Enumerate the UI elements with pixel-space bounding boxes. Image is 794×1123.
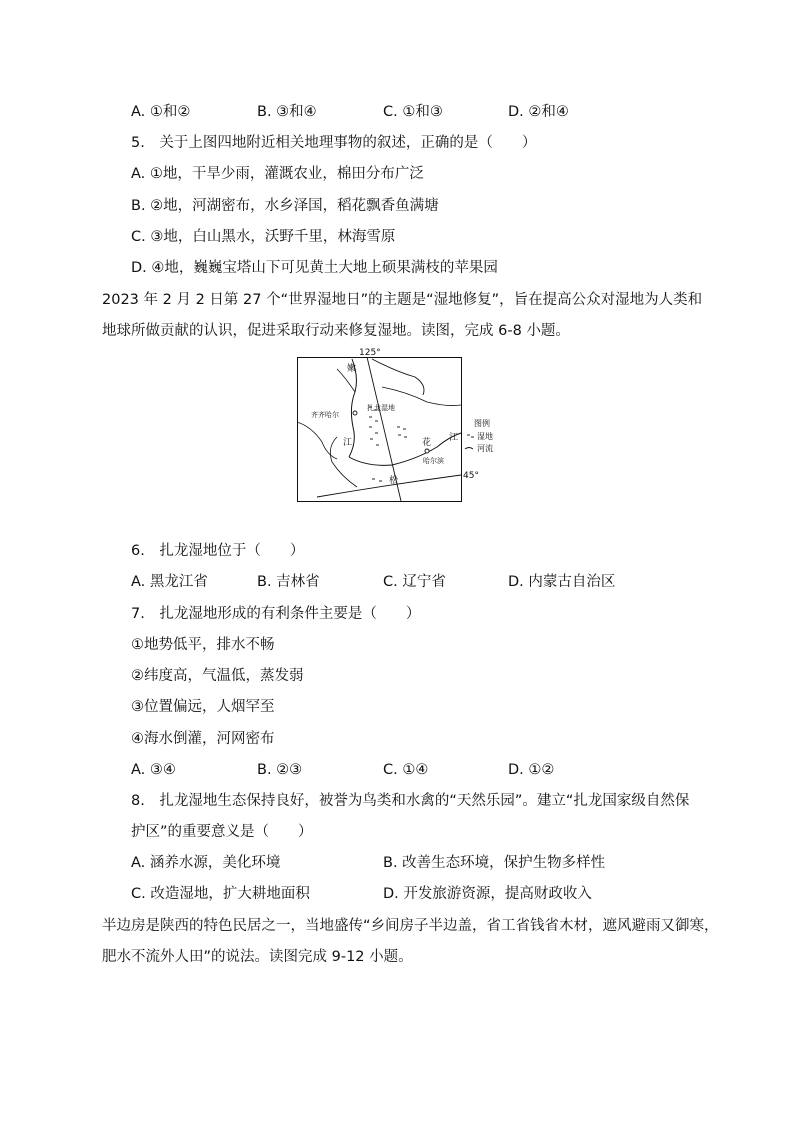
q6-option-b: B. 吉林省: [257, 574, 320, 590]
q5-option-b: B. ②地，河湖密布，水乡泽国，稻花飘香鱼满塘: [131, 198, 439, 214]
wetland-label: 扎龙湿地: [367, 404, 395, 412]
q4-option-a: A. ①和②: [131, 104, 191, 120]
q8-stem-line2: 护区”的重要意义是（ ）: [131, 824, 313, 840]
qiqihar-marker: [353, 411, 357, 415]
legend-wetland: 湿地: [477, 432, 493, 441]
q7-stem: 7. 扎龙湿地形成的有利条件主要是（ ）: [131, 606, 421, 622]
q7-item-4: ④海水倒灌，河网密布: [131, 731, 275, 747]
q8-option-d: D. 开发旅游资源，提高财政收入: [383, 886, 592, 902]
hua-label: 花: [422, 438, 432, 448]
q4-option-d: D. ②和④: [508, 104, 569, 120]
qiqihar-label: 齐齐哈尔: [311, 411, 339, 419]
jiang-label-1: 江: [343, 438, 353, 448]
zhalong-map: [297, 347, 497, 503]
intro1-line2: 地球所做贡献的认识，促进采取行动来修复湿地。读图，完成 6-8 小题。: [102, 323, 570, 339]
q5-option-a: A. ①地，干旱少雨，灌溉农业，棉田分布广泛: [131, 166, 424, 182]
legend-title: 图例: [474, 419, 490, 428]
lat-label: 45°: [463, 471, 479, 481]
map-svg: [297, 347, 497, 503]
q5-stem: 5. 关于上图四地附近相关地理事物的叙述，正确的是（ ）: [131, 135, 537, 151]
q8-option-c: C. 改造湿地，扩大耕地面积: [131, 886, 310, 902]
q6-option-d: D. 内蒙古自治区: [508, 574, 616, 590]
q5-option-d: D. ④地，巍巍宝塔山下可见黄土大地上硕果满枝的苹果园: [131, 260, 498, 276]
q7-option-a: A. ③④: [131, 762, 176, 778]
q7-option-c: C. ①④: [383, 762, 429, 778]
harbin-marker: [425, 449, 429, 453]
q4-option-c: C. ①和③: [383, 104, 443, 120]
legend-river-symbol: [465, 448, 473, 450]
intro2-line1: 半边房是陕西的特色民居之一，当地盛传“乡间房子半边盖，省工省钱省木材，遮风避雨又御寒，: [102, 918, 719, 934]
jiang-label-2: 江: [449, 433, 459, 443]
q7-item-1: ①地势低平，排水不畅: [131, 637, 275, 653]
q4-option-b: B. ③和④: [257, 104, 317, 120]
intro1-line1: 2023 年 2 月 2 日第 27 个“世界湿地日”的主题是“湿地修复”，旨在提高公众对湿地为人类和: [102, 292, 703, 308]
q7-option-d: D. ①②: [508, 762, 555, 778]
q5-option-c: C. ③地，白山黑水，沃野千里，林海雪原: [131, 229, 396, 245]
legend-river: 河流: [477, 444, 493, 453]
harbin-label: 哈尔滨: [423, 457, 444, 465]
q8-option-a: A. 涵养水源，美化环境: [131, 855, 281, 871]
q6-option-a: A. 黑龙江省: [131, 574, 208, 590]
q8-stem-line1: 8. 扎龙湿地生态保持良好，被誉为鸟类和水禽的“天然乐园”。建立“扎龙国家级自然保: [131, 793, 690, 809]
song-label: 松: [389, 476, 399, 486]
q7-option-b: B. ②③: [257, 762, 303, 778]
intro2-line2: 肥水不流外人田”的说法。读图完成 9-12 小题。: [102, 949, 413, 965]
nen-label: 嫩: [347, 364, 357, 374]
lon-label: 125°: [359, 348, 381, 358]
map-frame: [298, 358, 462, 502]
q7-item-2: ②纬度高，气温低，蒸发弱: [131, 668, 304, 684]
q6-stem: 6. 扎龙湿地位于（ ）: [131, 543, 305, 559]
q6-option-c: C. 辽宁省: [383, 574, 446, 590]
q7-item-3: ③位置偏远，人烟罕至: [131, 699, 275, 715]
q8-option-b: B. 改善生态环境，保护生物多样性: [383, 855, 606, 871]
